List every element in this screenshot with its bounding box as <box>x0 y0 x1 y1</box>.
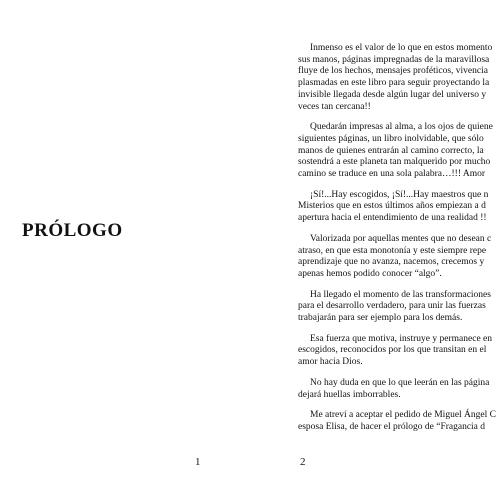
right-page <box>290 0 500 500</box>
text-line: manos de quienes entrarán al camino correcto, la <box>298 145 484 156</box>
text-line: sus manos, páginas impregnadas de la maravillosa <box>298 54 490 65</box>
text-line: apenas hemos podido conocer “algo”. <box>298 268 442 279</box>
text-line: Esa fuerza que motiva, instruye y permanece en <box>310 333 493 344</box>
page-number-right: 2 <box>300 456 306 468</box>
text-line: esposa Elisa, de hacer el prólogo de “Fragancia d <box>298 421 486 432</box>
text-line: No hay duda en que lo que leerán en las página <box>310 377 490 388</box>
text-line: Misterios que en estos últimos años empiezan a d <box>298 201 486 212</box>
text-line: Quedarán impresas al alma, a los ojos de quiene <box>310 122 493 133</box>
page-number-left: 1 <box>195 456 201 468</box>
text-line: Me atreví a aceptar el pedido de Miguel Ángel C <box>310 410 496 421</box>
body-paragraph <box>298 378 500 401</box>
text-line: apertura hacia el entendimiento de una realidad !! <box>298 213 487 224</box>
body-paragraph <box>298 43 500 113</box>
text-line: veces tan cercana!! <box>298 101 371 112</box>
text-line: trabajarán para ser ejemplo para los demás. <box>298 313 463 324</box>
text-line: fluye de los hechos, mensajes proféticos, vivencia <box>298 66 488 77</box>
text-line: Ha llegado el momento de las transformaciones <box>310 289 491 300</box>
text-line: escogidos, reconocidos por los que transitan en el <box>298 345 487 356</box>
text-line: aprendizaje que no avanza, nacemos, crecemos y <box>298 257 485 268</box>
text-line: sostendrá a este planeta tan malquerido por mucho <box>298 157 491 168</box>
text-line: plasmadas en este libro para seguir proyectando la <box>298 78 490 89</box>
text-line: siguientes páginas, un libro inolvidable, que sólo <box>298 133 484 144</box>
text-line: amor hacia Dios. <box>298 357 363 368</box>
page-title: PRÓLOGO <box>22 220 123 241</box>
text-line: Inmenso es el valor de lo que en estos momento <box>310 43 493 53</box>
body-paragraph <box>298 234 500 281</box>
body-text <box>298 43 500 443</box>
text-line: para el desarrollo verdadero, para unir las fuerzas <box>298 301 486 312</box>
body-paragraph <box>298 334 500 369</box>
text-line: dejará huellas imborrables. <box>298 389 401 400</box>
body-paragraph <box>298 290 500 325</box>
body-paragraph <box>298 122 500 181</box>
body-paragraph <box>298 410 500 433</box>
text-line: invisible llegada desde algún lugar del universo y <box>298 89 487 100</box>
body-paragraph <box>298 190 500 225</box>
text-line: ¡Sí!...Hay escogidos, ¡Sí!...Hay maestros que n <box>310 189 489 200</box>
text-line: Valorizada por aquellas mentes que no desean c <box>310 233 492 244</box>
text-line: camino se traduce en una sola palabra…!!! Amor <box>298 169 486 180</box>
text-line: atraso, en que esta monotonía y este siempre repe <box>298 245 487 256</box>
